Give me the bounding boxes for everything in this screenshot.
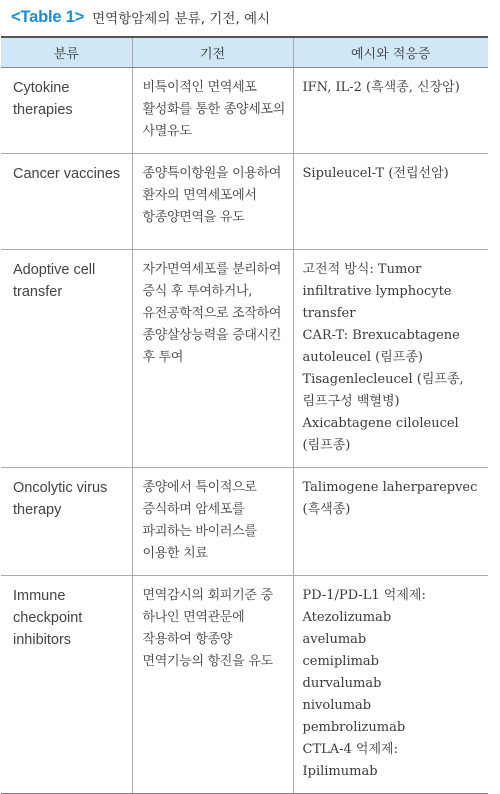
table-caption: 면역항암제의 분류, 기전, 예시 [92, 11, 271, 27]
type-cell: Immune checkpoint inhibitors [1, 576, 132, 794]
mechanism-cell: 면역감시의 회피기준 중 하나인 면역관문에 작용하여 항종양 면역기능의 항진을 유도 [132, 576, 293, 794]
example-line: Axicabtagene ciloleucel (림프종) [302, 416, 459, 453]
example-line: Talimogene laherparepvec (흑색종) [302, 480, 478, 517]
table-row [1, 468, 488, 576]
examples-cell [293, 68, 488, 154]
example-line: cemiplimab [302, 654, 379, 669]
example-line: Sipuleucel-T (전립선암) [302, 166, 449, 181]
table-row [1, 576, 488, 794]
table-row [1, 68, 488, 154]
example-line: PD-1/PD-L1 억제제: [302, 588, 426, 603]
header-examples-indications: 예시와 적응증 [293, 37, 488, 68]
type-cell: Cancer vaccines [1, 154, 132, 250]
table-number-label: <Table 1> [11, 7, 85, 26]
example-line: 고전적 방식: Tumor infiltrative lymphocyte transfer [302, 262, 452, 321]
type-cell: Oncolytic virus therapy [1, 468, 132, 576]
examples-cell [293, 576, 488, 794]
examples-cell [293, 250, 488, 468]
table-row [1, 154, 488, 250]
example-line: CAR-T: Brexucabtagene autoleucel (림프종) [302, 328, 460, 365]
header-mechanism: 기전 [132, 37, 293, 68]
example-line: Tisagenlecleucel (림프종, 림프구성 백혈병) [302, 372, 464, 409]
table-title [11, 5, 270, 29]
mechanism-cell: 종양특이항원을 이용하여 환자의 면역세포에서 항종양면역을 유도 [132, 154, 293, 250]
example-line: IFN, IL-2 (흑색종, 신장암) [302, 80, 460, 95]
examples-cell [293, 154, 488, 250]
table-header [1, 37, 488, 68]
header-row [1, 37, 488, 68]
example-line: pembrolizumab [302, 720, 406, 735]
type-cell: Cytokine therapies [1, 68, 132, 154]
example-line: nivolumab [302, 698, 372, 713]
table-row [1, 250, 488, 468]
example-line: Atezolizumab [302, 610, 392, 625]
header-classification: 분류 [1, 37, 132, 68]
example-line: avelumab [302, 632, 367, 647]
mechanism-cell: 종양에서 특이적으로 증식하며 암세포를 파괴하는 바이러스를 이용한 치료 [132, 468, 293, 576]
examples-cell [293, 468, 488, 576]
example-line: CTLA-4 억제제: [302, 742, 398, 757]
immunotherapy-table [1, 36, 488, 794]
example-line: durvalumab [302, 676, 382, 691]
type-cell: Adoptive cell transfer [1, 250, 132, 468]
mechanism-cell: 자가면역세포를 분리하여 증식 후 투여하거나, 유전공학적으로 조작하여 종양살상능력을 증대시킨 후 투여 [132, 250, 293, 468]
example-line: Ipilimumab [302, 764, 378, 779]
mechanism-cell: 비특이적인 면역세포 활성화를 통한 종양세포의 사멸유도 [132, 68, 293, 154]
